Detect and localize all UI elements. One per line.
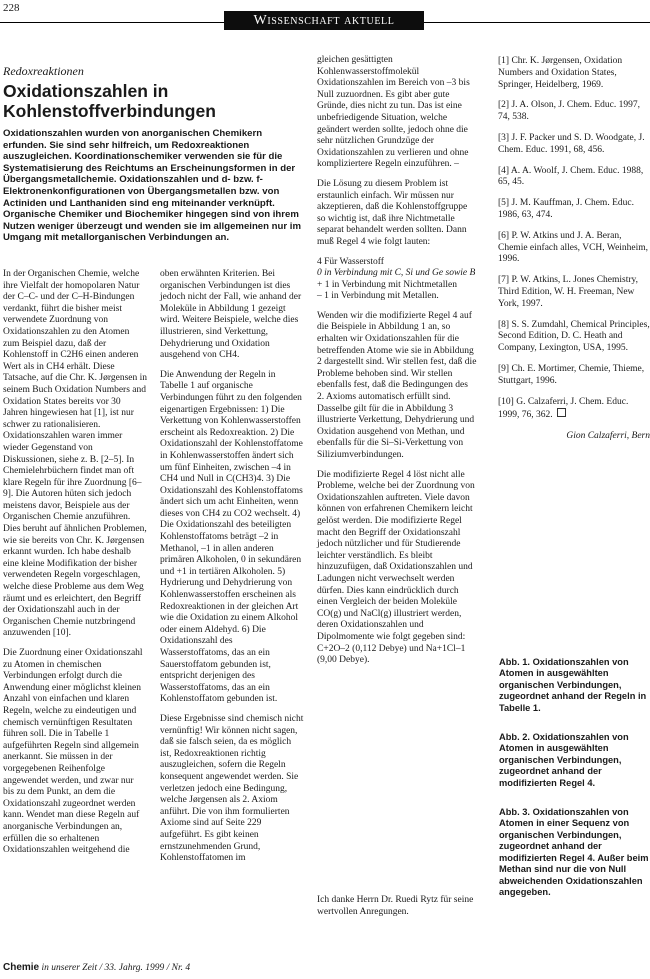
paragraph: In der Organischen Chemie, welche ihre Vielfalt der homopolaren Natur der C–C- und der C–H-Bindungen verdankt, führt die bisher meist verwendete Zuordnung von Oxidationszahlen zu den Atomen zum Beispiel dazu, daß der Kohlenstoff in C2H6 einen anderen Wert als in CH4 erhält. Diese Tatsache, auf die Chr. K. Jørgensen in seinem Buch Oxidation Numbers and Oxidation States bereits vor 30 Jahren hingewiesen hat [1], ist nur schwer zu rationalisieren. Oxidationszahlen waren immer wieder Gegenstand von Diskussionen, siehe z. B. [2–5]. In Chemielehrbüchern findet man oft klare Regeln für ihre Zuordnung [6–9]. Die Autoren hüten sich jedoch meistens davor, Beispiele aus der Organischen Chemie anzuführen. Dies beruht auf ähnlichen Problemen, wie sie bereits von Chr. K. Jørgensen erkannt wurden. Ich habe deshalb eine kleine Modifikation der bisher verwendeten Regeln vorgeschlagen, welche diese Probleme aus dem Weg räumt und es erleichtert, den Begriff der Oxidationszahl auch in der Organischen Chemie nutzbringend anzuwenden [10]. bbox=[3, 269, 147, 639]
body-column-3 bbox=[317, 55, 477, 675]
paragraph: Die Anwendung der Regeln in Tabelle 1 auf organische Verbindungen führt zu den folgenden eigenartigen Ergebnissen: 1) Die Verkettung von Kohlenwasserstoffen erscheint als Redoxreaktion. 2) Die Oxidationszahl der Kohlenstoffatome in Kohlenwasserstoffen ändert sich um fünf Einheiten, zwischen –4 in CH4 und Null in C(CH3)4. 3) Die Oxidationszahl des Kohlenstoffatoms ändert sich um acht Einheiten, wenn dieses von CH4 zu CO2 wechselt. 4) Die Oxidationszahl des beteiligten Kohlenstoffatoms beträgt –2 in Methanol, –1 in allen anderen primären Alkoholen, 0 in sekundären und +1 in tertiären Alkoholen. 5) Hydrierung und Dehydrierung von Kohlenwasserstoffen erscheinen als Redoxreaktionen in der gleichen Art wie die Oxidation zu einem Alkohol oder einem Aldehyd. 6) Die Oxidationszahl des Wasserstoffatoms, das an ein Sauerstoffatom gebunden ist, entspricht derjenigen des Wasserstoffatoms, das an ein Kohlenstoffatom gebunden ist. bbox=[160, 369, 303, 705]
paragraph: oben erwähnten Kriterien. Bei organischen Verbindungen ist dies jedoch nicht der Fall, wie anhand der Moleküle in Abbildung 1 gezeigt wird. Weitere Beispiele, welche dies illustrieren, sind Verkettung, Dehydrierung und Oxidation ausgehend von CH4. bbox=[160, 269, 302, 361]
reference-item: [6] P. W. Atkins und J. A. Beran, Chemie einfach alles, VCH, Weinheim, 1996. bbox=[498, 230, 649, 265]
end-mark-icon bbox=[557, 408, 566, 417]
acknowledgement: Ich danke Herrn Dr. Ruedi Rytz für seine wertvollen Anregungen. bbox=[317, 895, 474, 917]
article-title: Oxidationszahlen in Kohlenstoffverbindungen bbox=[3, 81, 216, 121]
figure-caption: Abb. 3. Oxidationszahlen von Atomen in einer Sequenz von organischen Verbindungen, zugeordnet anhand der modifizierten Regel 4. Außer beim Methan sind nur die von Null abweichenden Oxidationszahlen angegeben. bbox=[499, 807, 649, 897]
rule-line: – 1 in Verbindung mit Metallen. bbox=[317, 291, 439, 302]
paragraph: Wenden wir die modifizierte Regel 4 auf die Beispiele in Abbildung 1 an, so erhalten wir Oxidationszahlen für die betreffenden Atome wie sie in Abbildung 2 dargestellt sind. Wir stellen fest, daß die Probleme behoben sind. Wir stellen ebenfalls fest, daß die Bedingungen des 2. Axioms automatisch erfüllt sind. Dasselbe gilt für die in Abbildung 3 illustrierte Verkettung, Dehydrierung und Oxidation ausgehend von Methan, und ebenfalls für die Si–Si-Verkettung von Siliziumverbindungen. bbox=[317, 310, 477, 460]
page-number: 228 bbox=[3, 2, 20, 14]
reference-item: [4] A. A. Woolf, J. Chem. Educ. 1988, 65, 45. bbox=[498, 165, 644, 188]
reference-item: [5] J. M. Kauffman, J. Chem. Educ. 1986, 63, 474. bbox=[498, 198, 634, 220]
reference-item: [8] S. S. Zumdahl, Chemical Principles, Second Edition, D. C. Heath and Company, Lexington, USA, 1995. bbox=[498, 319, 650, 354]
figure-caption: Abb. 1. Oxidationszahlen von Atomen in ausgewählten organischen Verbindungen, zugeordnet anhand der Regeln in Tabelle 1. bbox=[499, 657, 647, 713]
rule-block bbox=[317, 257, 477, 303]
reference-item bbox=[498, 397, 650, 423]
reference-item: [2] J. A. Olson, J. Chem. Educ. 1997, 74, 538. bbox=[498, 100, 640, 123]
reference-item: [7] P. W. Atkins, L. Jones Chemistry, Third Edition, W. H. Freeman, New York, 1997. bbox=[498, 275, 639, 309]
paragraph: Diese Ergebnisse sind chemisch nicht vernünftig! Wir können nicht sagen, daß sie falsch seien, da es möglich ist, Redoxreaktionen richtig auszugleichen, sofern die Regeln konsequent angewendet werden. Sie verletzen jedoch eine Bedingung, welche Jørgensen als 2. Axiom anführt. Die von ihm formulierten Axiome sind auf Seite 229 aufgeführt. Es gibt keinen ernstzunehmenden Grund, Kohlenstoffatomen im bbox=[160, 713, 304, 864]
journal-name: Chemie bbox=[3, 962, 40, 973]
rule-line: + 1 in Verbindung mit Nichtmetallen bbox=[317, 279, 458, 290]
section-header: Wissenschaft aktuell bbox=[224, 11, 424, 30]
rule-line: 0 in Verbindung mit C, Si und Ge sowie B bbox=[317, 268, 476, 279]
paragraph: gleichen gesättigten Kohlenwasserstoffmolekül Oxidationszahlen im Bereich von –3 bis Null zuzuordnen. Es gibt aber gute Gründe, dies nicht zu tun. Das ist eine unbefriedigende Situation, welche geändert werden sollte, jedoch ohne die sehr nützlichen Grundzüge der Oxidationszahlen zu verlieren und ohne kompliziertere Regeln einzuführen. – bbox=[317, 55, 470, 170]
page-footer bbox=[3, 962, 190, 973]
journal-issue: in unserer Zeit / 33. Jahrg. 1999 / Nr. 4 bbox=[41, 963, 191, 973]
body-column-2 bbox=[160, 269, 304, 873]
paragraph: Die modifizierte Regel 4 löst nicht alle Probleme, welche bei der Zuordnung von Oxidationszahlen auftreten. Viele davon können von erfahrenen Chemikern leicht gelöst werden. Die modifizierte Regel macht den Begriff der Oxidationszahl jedoch nützlicher und für Studierende leichter verständlich. Es bleibt hinzuzufügen, daß Oxidationszahlen und Ladungen nicht verwechselt werden dürfen. Dies kann eindrücklich durch einen Vergleich der beiden Moleküle CO(g) und NaCl(g) illustriert werden, deren Oxidationszahlen und Dipolmomente wie folgt gegeben sind: C+2O–2 (0,112 Debye) und Na+1Cl–1 (9,00 Debye). bbox=[317, 469, 475, 666]
references-list bbox=[498, 56, 650, 443]
article-lead: Oxidationszahlen wurden von anorganischen Chemikern erfunden. Sie sind sehr hilfreich, um Redoxreaktionen auszugleichen. Koordinationschemiker verwenden sie für die Systematisierung des Reichtums an Erscheinungsformen in der Übergangsmetallchemie. Oxidationszahlen und d- bzw. f-Elektronenkonfigurationen von Übergangsmetallen bzw. von Actiniden und Lanthaniden sind eng miteinander verknüpft. Organische Chemiker und Biochemiker hingegen sind von ihrem Nutzen weniger überzeugt und wenden sie im allgemeinen nur im Umgang mit metallorganischen Verbindungen an. bbox=[3, 128, 301, 244]
figure-caption: Abb. 2. Oxidationszahlen von Atomen in ausgewählten organischen Verbindungen, zugeordnet anhand der modifizierten Regel 4. bbox=[499, 732, 629, 788]
body-column-1 bbox=[3, 269, 147, 865]
reference-text: [10] G. Calzaferri, J. Chem. Educ. 1999, 76, 362. bbox=[498, 396, 629, 421]
article-kicker: Redoxreaktionen bbox=[3, 64, 84, 78]
reference-item: [9] Ch. E. Mortimer, Chemie, Thieme, Stuttgart, 1996. bbox=[498, 363, 645, 386]
figure-captions bbox=[499, 657, 649, 916]
paragraph: Die Zuordnung einer Oxidationszahl zu Atomen in chemischen Verbindungen erfolgt durch die Anwendung einer möglichst kleinen Anzahl von einfachen und klaren Regeln, welche zu eindeutigen und chemisch vernünftigen Resultaten führen soll. Die in Tabelle 1 aufgeführten Regeln sind allgemein anerkannt. Sie müssen in der vorgegebenen Reihenfolge angewendet werden, und zwar nur bis zu dem Punkt, an dem die Oxidationszahl zugeordnet werden kann. Wendet man diese Regeln auf anorganische Verbindungen an, erfüllen die so erhaltenen Oxidationszahlen weitgehend die bbox=[3, 648, 143, 856]
paragraph: Die Lösung zu diesem Problem ist erstaunlich einfach. Wir müssen nur akzeptieren, daß die Kohlenstoffgruppe so wichtig ist, daß ihre Nichtmetalle separat behandelt werden sollten. Dann muß Regel 4 wie folgt lauten: bbox=[317, 178, 468, 247]
reference-item: [3] J. F. Packer und S. D. Woodgate, J. Chem. Educ. 1991, 68, 456. bbox=[498, 132, 645, 155]
rule-line: 4 Für Wasserstoff bbox=[317, 256, 384, 267]
author-signature: Gion Calzaferri, Bern bbox=[566, 431, 650, 442]
reference-item: [1] Chr. K. Jørgensen, Oxidation Numbers and Oxidation States, Springer, Heidelberg, 1969. bbox=[498, 56, 623, 90]
